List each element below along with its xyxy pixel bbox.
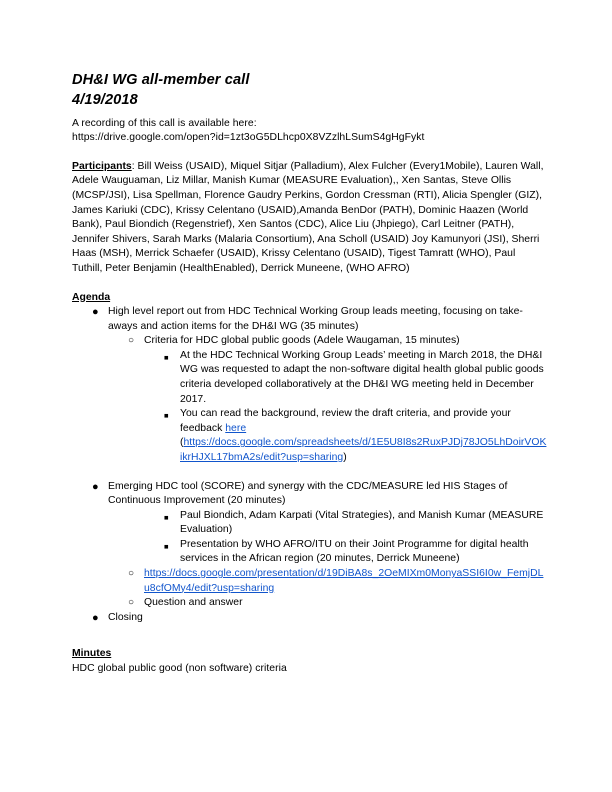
bullet-square-icon: ■	[164, 541, 169, 551]
recording-line: A recording of this call is available here:	[72, 118, 257, 129]
list-item	[164, 538, 548, 567]
agenda-sublist-2	[108, 509, 548, 611]
participants-label: Participants	[72, 160, 132, 172]
bullet-circle-icon: ○	[128, 335, 135, 347]
participants-list: : Bill Weiss (USAID), Miquel Sitjar (Palladium), Alex Fulcher (Every1Mobile), Lauren Wall, Adele Wauguaman, Liz Millar, Manish Kumar (MEASURE Evaluation),, Xen Santas, Steve Ollis (MCSP/JSI), Lisa Spellman, Florence Gaudry Perkins, Gordon Cressman (RTI), Alicia Spengler (GIZ), James Kariuki (CDC), Krissy Celentano (USAID),Amanda BenDor (PATH), Dominic Haazen (World Bank), Paul Biondich (Regenstrief), Xen Santos (CDC), Alice Liu (Jhpiego), Carl Leitner (PATH), Jennifer Shivers, Sarah Marks (Malaria Consortium), Ana Scholl (USAID) Joy Kamunyori (JSI), Sherri Haas (MSH), Merrick Schaefer (USAID), Krissy Celentano (USAID), Tigest Tamratt (WHO), Paul Tuthill, Peter Benjamin (HealthEnabled), Derrick Muneene, (WHO AFRO)	[72, 160, 544, 274]
bullet-square-icon: ■	[164, 352, 169, 362]
agenda-item-3: Closing	[108, 611, 143, 623]
list-item	[128, 596, 548, 611]
bullet-circle-icon: ○	[128, 568, 135, 580]
spreadsheet-criteria-link[interactable]: https://docs.google.com/spreadsheets/d/1E5U8I8s2RuxPJDj78JO5LhDoirVOKikrHJXL17bmA2s/edit?usp=sharing	[180, 437, 547, 463]
agenda-item-1-sub-1: Criteria for HDC global public goods (Adele Waugaman, 15 minutes)	[144, 335, 460, 347]
list-item	[92, 611, 548, 626]
agenda-item-2-sub-b: Presentation by WHO AFRO/ITU on their Joint Programme for digital health services in the African region (20 minutes, Derrick Muneene)	[180, 538, 529, 565]
paren-open: (	[180, 437, 184, 449]
agenda-sublist-1-1	[144, 349, 548, 466]
minutes-line: HDC global public good (non software) criteria	[72, 662, 287, 674]
here-link[interactable]: here	[225, 422, 247, 434]
recording-url: https://drive.google.com/open?id=1zt3oG5DLhcp0X8VZzlhLSumS4gHgFykt	[72, 132, 425, 144]
bullet-square-icon: ■	[164, 512, 169, 522]
agenda-sublist-1	[108, 334, 548, 465]
bullet-disc-icon: ●	[92, 305, 99, 318]
agenda-item-1-sub-1-a: At the HDC Technical Working Group Leads’ meeting in March 2018, the DH&I WG was requested to adapt the non-software digital health global public goods criteria developed collaboratively at the DH&I WG meeting held in December 2017.	[180, 349, 544, 405]
list-item	[164, 349, 548, 407]
agenda-sublist-2-1	[144, 509, 548, 567]
presentation-link[interactable]: https://docs.google.com/presentation/d/19DiBA8s_2OeMIXm0MonyaSSI6I0w_FemjDLu8cfOMy4/edit?usp=sharing	[144, 568, 544, 594]
bullet-disc-icon: ●	[92, 611, 99, 624]
agenda-item-2-sub-a: Paul Biondich, Adam Karpati (Vital Strategies), and Manish Kumar (MEASURE Evaluation)	[180, 509, 544, 536]
agenda-item-1-sub-1-b	[180, 407, 548, 465]
bullet-disc-icon: ●	[92, 480, 99, 493]
minutes-heading: Minutes	[72, 648, 112, 660]
list-item	[128, 334, 548, 465]
agenda-item-2: Emerging HDC tool (SCORE) and synergy with the CDC/MEASURE led HIS Stages of Continuous Improvement (20 minutes)	[108, 480, 508, 507]
agenda-item-1: High level report out from HDC Technical Working Group leads meeting, focusing on take-aways and action items for the DH&I WG (35 minutes)	[108, 305, 523, 332]
bullet-circle-icon: ○	[128, 597, 135, 609]
feedback-text: You can read the background, review the draft criteria, and provide your feedback	[180, 408, 511, 434]
paren-close: )	[343, 451, 347, 463]
list-item	[164, 509, 548, 538]
list-item-invisible	[144, 509, 548, 567]
list-item	[92, 480, 548, 611]
participants-paragraph	[72, 160, 548, 277]
page-date: 4/19/2018	[72, 92, 138, 108]
list-item	[164, 407, 548, 465]
list-item	[92, 305, 548, 466]
agenda-heading: Agenda	[72, 291, 111, 303]
agenda-list	[72, 305, 548, 625]
page-title: DH&I WG all-member call	[72, 72, 250, 88]
agenda-item-2-sub-qa: Question and answer	[144, 597, 243, 609]
list-item	[128, 567, 548, 596]
bullet-square-icon: ■	[164, 411, 169, 421]
